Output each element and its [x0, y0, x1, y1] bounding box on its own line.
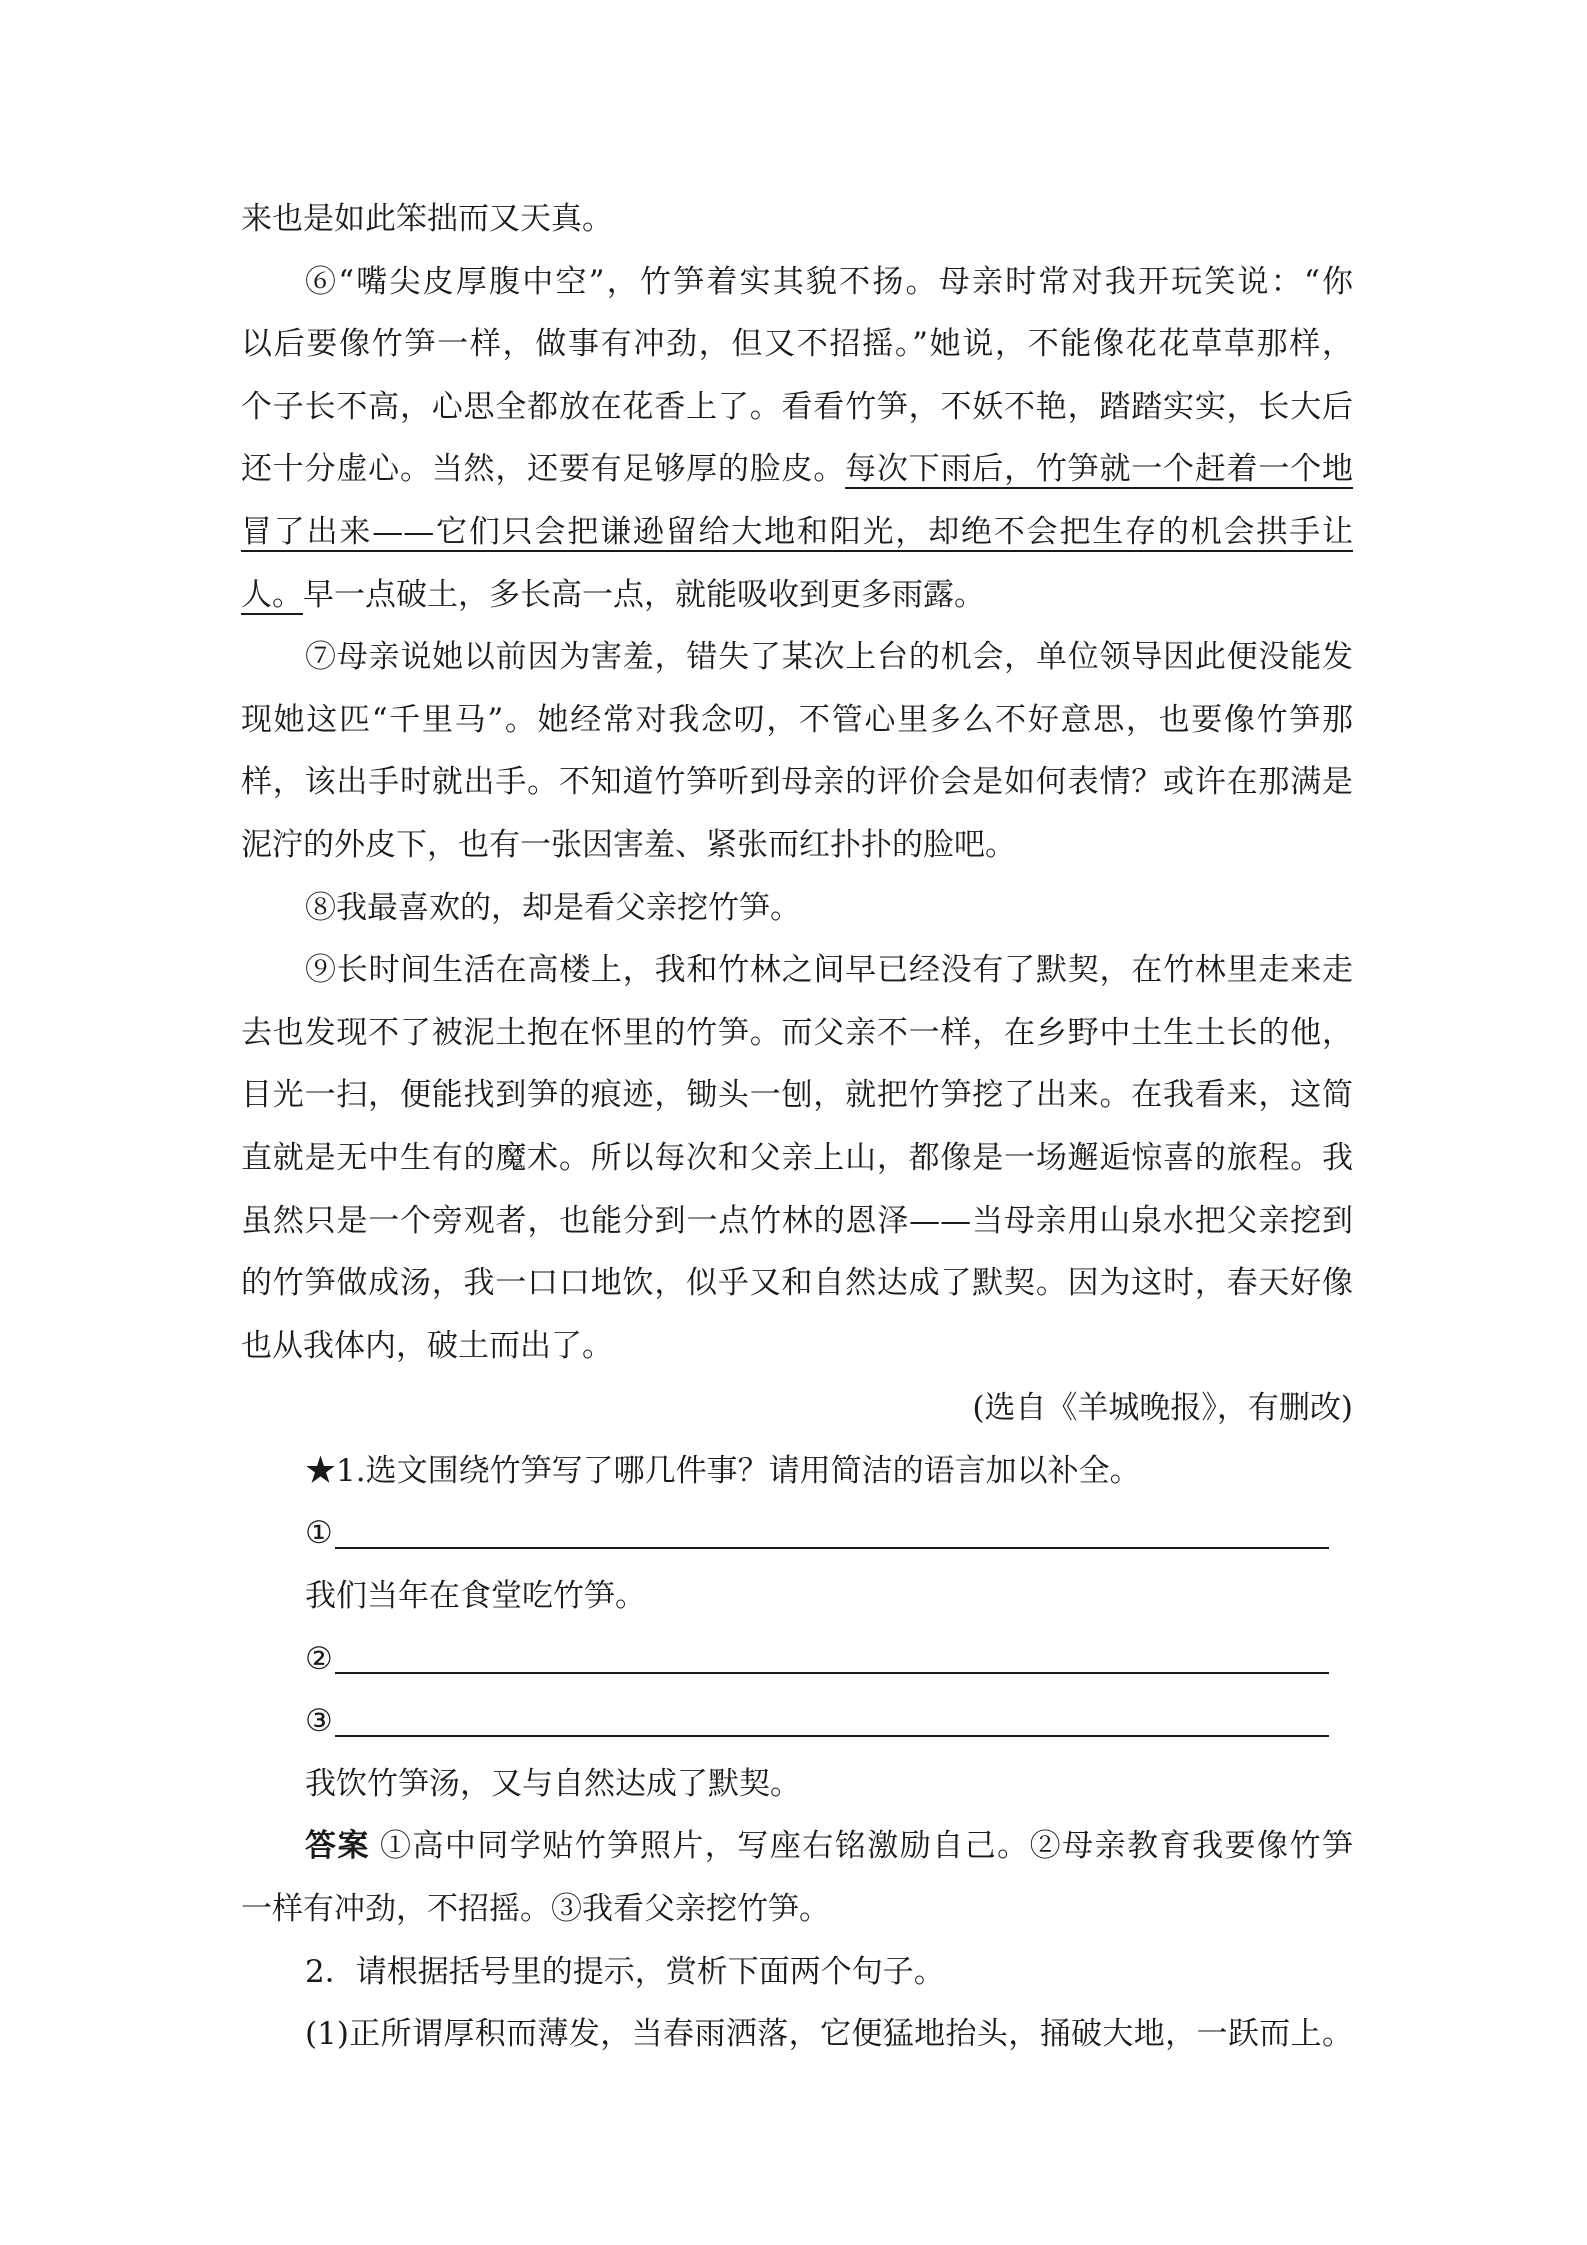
- paragraph-9-line: 虽然只是一个旁观者，也能分到一点竹林的恩泽——当母亲用山泉水把父亲挖到: [241, 1202, 1353, 1239]
- question-1-given-1: 我们当年在食堂吃竹笋。: [305, 1578, 646, 1615]
- answer-text: ①高中同学贴竹笋照片，写座右铭激励自己。②母亲教育我要像竹笋: [379, 1828, 1353, 1865]
- paragraph-9-line: 的竹笋做成汤，我一口口地饮，似乎又和自然达成了默契。因为这时，春天好像: [241, 1265, 1353, 1302]
- blank-number: ①: [305, 1515, 333, 1552]
- question-2-prompt: 2．请根据括号里的提示，赏析下面两个句子。: [305, 1953, 945, 1990]
- paragraph-7-line: 泥泞的外皮下，也有一张因害羞、紧张而红扑扑的脸吧。: [241, 826, 1016, 863]
- paragraph-8: ⑧我最喜欢的，却是看父亲挖竹笋。: [305, 889, 801, 926]
- paragraph-9-line: 目光一扫，便能找到笋的痕迹，锄头一刨，就把竹笋挖了出来。在我看来，这简: [241, 1077, 1353, 1114]
- answer-label: 答案: [305, 1828, 370, 1865]
- paragraph-6-line: [241, 564, 1353, 627]
- answer-blank-line[interactable]: [335, 1735, 1329, 1737]
- paragraph-9-line: 也从我体内，破土而出了。: [241, 1327, 613, 1364]
- underlined-sentence: 每次下雨后，竹笋就一个赶着一个地: [845, 451, 1354, 488]
- paragraph-7: [241, 626, 1353, 876]
- paragraph-7-line: ⑦母亲说她以前因为害羞，错失了某次上台的机会，单位领导因此便没能发: [305, 639, 1353, 676]
- paragraph-6-line: 个子长不高，心思全都放在花香上了。看看竹笋，不妖不艳，踏踏实实，长大后: [241, 388, 1353, 425]
- paragraph-6-line: [241, 501, 1353, 564]
- question-1-answer: [241, 1815, 1353, 1878]
- paragraph-9-line: 去也发现不了被泥土抱在怀里的竹笋。而父亲不一样，在乡野中土生土长的他，: [241, 1014, 1353, 1051]
- question-1-prompt: ★1.选文围绕竹笋写了哪几件事？请用简洁的语言加以补全。: [305, 1452, 1141, 1489]
- paragraph-7-line: 样，该出手时就出手。不知道竹笋听到母亲的评价会是如何表情？或许在那满是: [241, 764, 1353, 801]
- paragraph-5-tail: 来也是如此笨拙而又天真。: [241, 201, 613, 237]
- question-1-blank-2: [241, 1628, 1353, 1691]
- question-1-blank-1: [241, 1502, 1353, 1565]
- paragraph-7-line: 现她这匹“千里马”。她经常对我念叨，不管心里多么不好意思，也要像竹笋那: [241, 701, 1353, 738]
- plain-text: 还十分虚心。当然，还要有足够厚的脸皮。: [241, 451, 846, 488]
- blank-number: ③: [305, 1703, 333, 1740]
- question-1-answer-line: 一样有冲劲，不招摇。③我看父亲挖竹笋。: [241, 1891, 830, 1928]
- paragraph-9: [241, 939, 1353, 1377]
- document-page: [241, 188, 1353, 2066]
- paragraph-6-line: [241, 438, 1353, 501]
- paragraph-9-line: ⑨长时间生活在高楼上，我和竹林之间早已经没有了默契，在竹林里走来走: [305, 952, 1353, 989]
- paragraph-6-line: 以后要像竹笋一样，做事有冲劲，但又不招摇。”她说，不能像花花草草那样，: [241, 326, 1353, 363]
- source-citation: (选自《羊城晚报》，有删改): [972, 1390, 1353, 1427]
- paragraph-6: [241, 251, 1353, 627]
- underlined-sentence: 冒了出来——它们只会把谦逊留给大地和阳光，却绝不会把生存的机会拱手让: [241, 513, 1353, 550]
- plain-text: 早一点破土，多长高一点，就能吸收到更多雨露。: [303, 576, 985, 613]
- question-1-given-2: 我饮竹笋汤，又与自然达成了默契。: [305, 1765, 801, 1802]
- answer-blank-line[interactable]: [335, 1547, 1329, 1549]
- question-2-sentence-1: (1)正所谓厚积而薄发，当春雨洒落，它便猛地抬头，捅破大地，一跃而上。: [305, 2016, 1353, 2053]
- paragraph-6-line: ⑥“嘴尖皮厚腹中空”，竹笋着实其貌不扬。母亲时常对我开玩笑说：“你: [305, 263, 1353, 300]
- paragraph-9-line: 直就是无中生有的魔术。所以每次和父亲上山，都像是一场邂逅惊喜的旅程。我: [241, 1139, 1353, 1176]
- question-1-blank-3: [241, 1690, 1353, 1753]
- underlined-sentence: 人。: [241, 576, 303, 613]
- blank-number: ②: [305, 1640, 333, 1677]
- answer-blank-line[interactable]: [335, 1672, 1329, 1674]
